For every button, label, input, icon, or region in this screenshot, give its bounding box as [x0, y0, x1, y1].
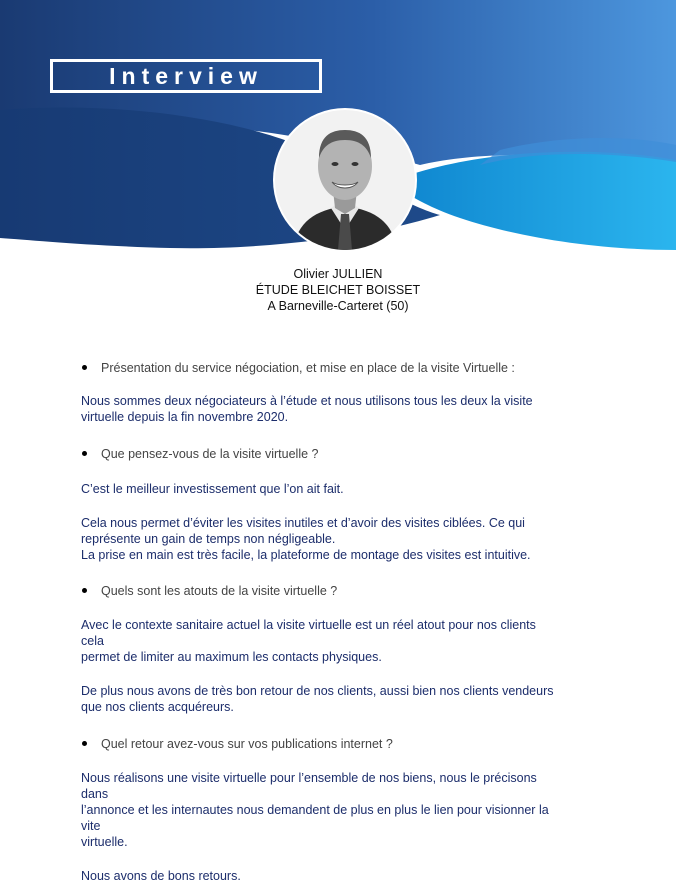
person-company: ÉTUDE BLEICHET BOISSET: [255, 283, 421, 297]
answer-paragraph: [81, 515, 561, 563]
answer-line: l’annonce et les internautes nous demandent de plus en plus le lien pour visionner la vite: [81, 803, 549, 833]
answer-paragraph: [81, 868, 561, 884]
person-location: A Barneville-Carteret (50): [267, 299, 409, 313]
page-title: Interview: [109, 62, 263, 89]
answer-paragraph: [81, 481, 561, 497]
answer-paragraph: [81, 617, 561, 665]
answer-line: Nous sommes deux négociateurs à l’étude et nous utilisons tous les deux la visite: [81, 394, 533, 408]
answer-line: Avec le contexte sanitaire actuel la visite virtuelle est un réel atout pour nos clients cela: [81, 618, 536, 648]
title-box: [50, 59, 322, 93]
portrait-photo: [275, 110, 415, 250]
question-3: Quels sont les atouts de la visite virtuelle ?: [81, 583, 561, 599]
answer-line: permet de limiter au maximum les contacts physiques.: [81, 650, 382, 664]
answer-paragraph: [81, 683, 561, 715]
question-4: Quel retour avez-vous sur vos publications internet ?: [81, 736, 561, 752]
question-1: Présentation du service négociation, et mise en place de la visite Virtuelle :: [81, 360, 561, 376]
answer-line: De plus nous avons de très bon retour de nos clients, aussi bien nos clients vendeurs: [81, 684, 554, 698]
answer-line: Nous avons de bons retours.: [81, 869, 241, 883]
answer-line: Nous réalisons une visite virtuelle pour l’ensemble de nos biens, nous le précisons dans: [81, 771, 537, 801]
answer-line: virtuelle depuis la fin novembre 2020.: [81, 410, 289, 424]
header-banner: [0, 0, 676, 260]
answer-paragraph: [81, 770, 561, 850]
person-name: Olivier JULLIEN: [293, 267, 383, 281]
answer-line: La prise en main est très facile, la plateforme de montage des visites est intuitive.: [81, 548, 531, 562]
question-2: Que pensez-vous de la visite virtuelle ?: [81, 446, 561, 462]
answer-paragraph: [81, 393, 561, 425]
portrait-illustration: [275, 110, 415, 250]
answer-line: C’est le meilleur investissement que l’on ait fait.: [81, 482, 344, 496]
interview-content: [81, 360, 561, 884]
answer-line: que nos clients acquéreurs.: [81, 700, 234, 714]
answer-line: représente un gain de temps non négligeable.: [81, 532, 336, 546]
person-info: [0, 266, 676, 314]
answer-line: virtuelle.: [81, 835, 128, 849]
answer-line: Cela nous permet d’éviter les visites inutiles et d’avoir des visites ciblées. Ce qui: [81, 516, 525, 530]
